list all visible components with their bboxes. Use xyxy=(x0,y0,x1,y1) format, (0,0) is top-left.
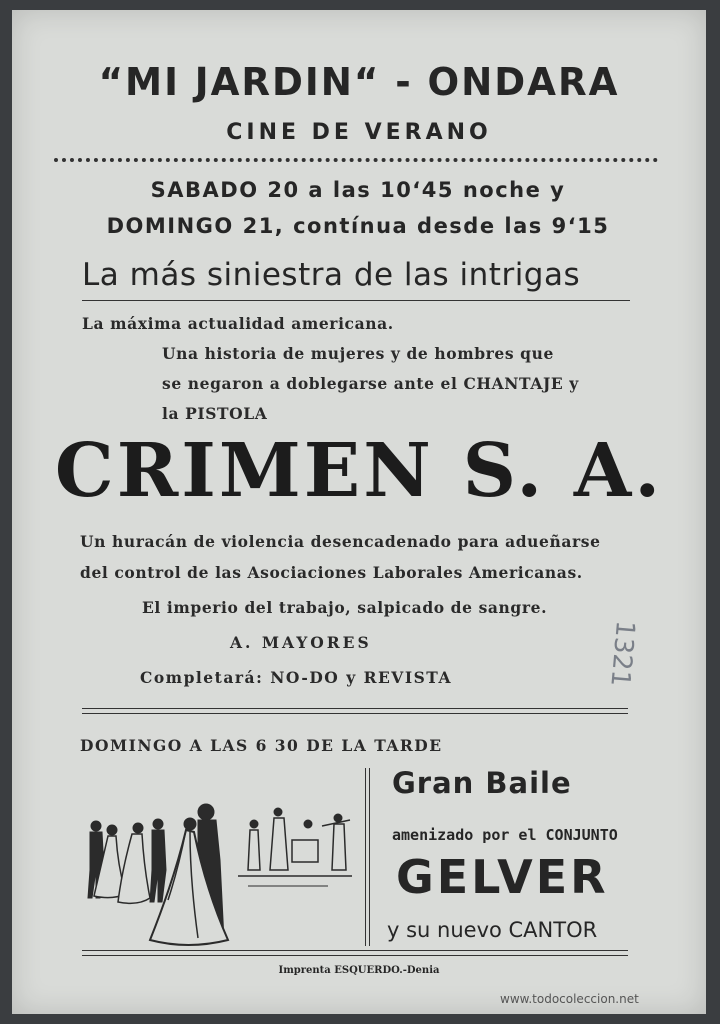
description-line-3: El imperio del trabajo, salpicado de sangre. xyxy=(142,598,548,617)
section-divider xyxy=(82,708,628,714)
description-line-2: del control de las Asociaciones Laborales Americanas. xyxy=(80,563,583,582)
intro-line-1: La máxima actualidad americana. xyxy=(82,314,394,333)
schedule-line-2: DOMINGO 21, contínua desde las 9‘15 xyxy=(106,214,610,238)
intro-line-2: Una historia de mujeres y de hombres que xyxy=(162,344,554,363)
band-singer: y su nuevo CANTOR xyxy=(387,918,598,942)
complement: Completará: NO-DO y REVISTA xyxy=(140,668,452,687)
dotted-divider xyxy=(54,158,658,162)
film-title: CRIMEN S. A. xyxy=(54,428,664,514)
dance-time: DOMINGO A LAS 6 30 DE LA TARDE xyxy=(80,736,443,755)
vertical-divider xyxy=(365,768,370,946)
schedule-line-1: SABADO 20 a las 10‘45 noche y xyxy=(150,178,566,202)
dance-title: Gran Baile xyxy=(392,766,572,800)
intro-line-4: la PISTOLA xyxy=(162,404,268,423)
poster-sheet xyxy=(12,10,706,1014)
watermark[interactable]: www.todocoleccion.net xyxy=(500,992,639,1006)
printer-credit: Imprenta ESQUERDO.-Denia xyxy=(278,965,440,976)
bottom-divider xyxy=(82,950,628,956)
rating: A. MAYORES xyxy=(230,633,372,652)
venue-title: “MI JARDIN“ - ONDARA xyxy=(98,60,620,104)
dancers-illustration-icon xyxy=(78,790,356,958)
tagline: La más siniestra de las intrigas xyxy=(82,257,581,293)
band-name: GELVER xyxy=(396,850,609,904)
venue-subtitle: CINE DE VERANO xyxy=(226,120,492,145)
description-line-1: Un huracán de violencia desencadenado para adueñarse xyxy=(80,532,601,551)
handwritten-number: 1321 xyxy=(604,619,640,688)
tagline-underline xyxy=(82,300,630,301)
dance-amenizado: amenizado por el CONJUNTO xyxy=(392,826,618,844)
intro-line-3: se negaron a doblegarse ante el CHANTAJE y xyxy=(162,374,579,393)
